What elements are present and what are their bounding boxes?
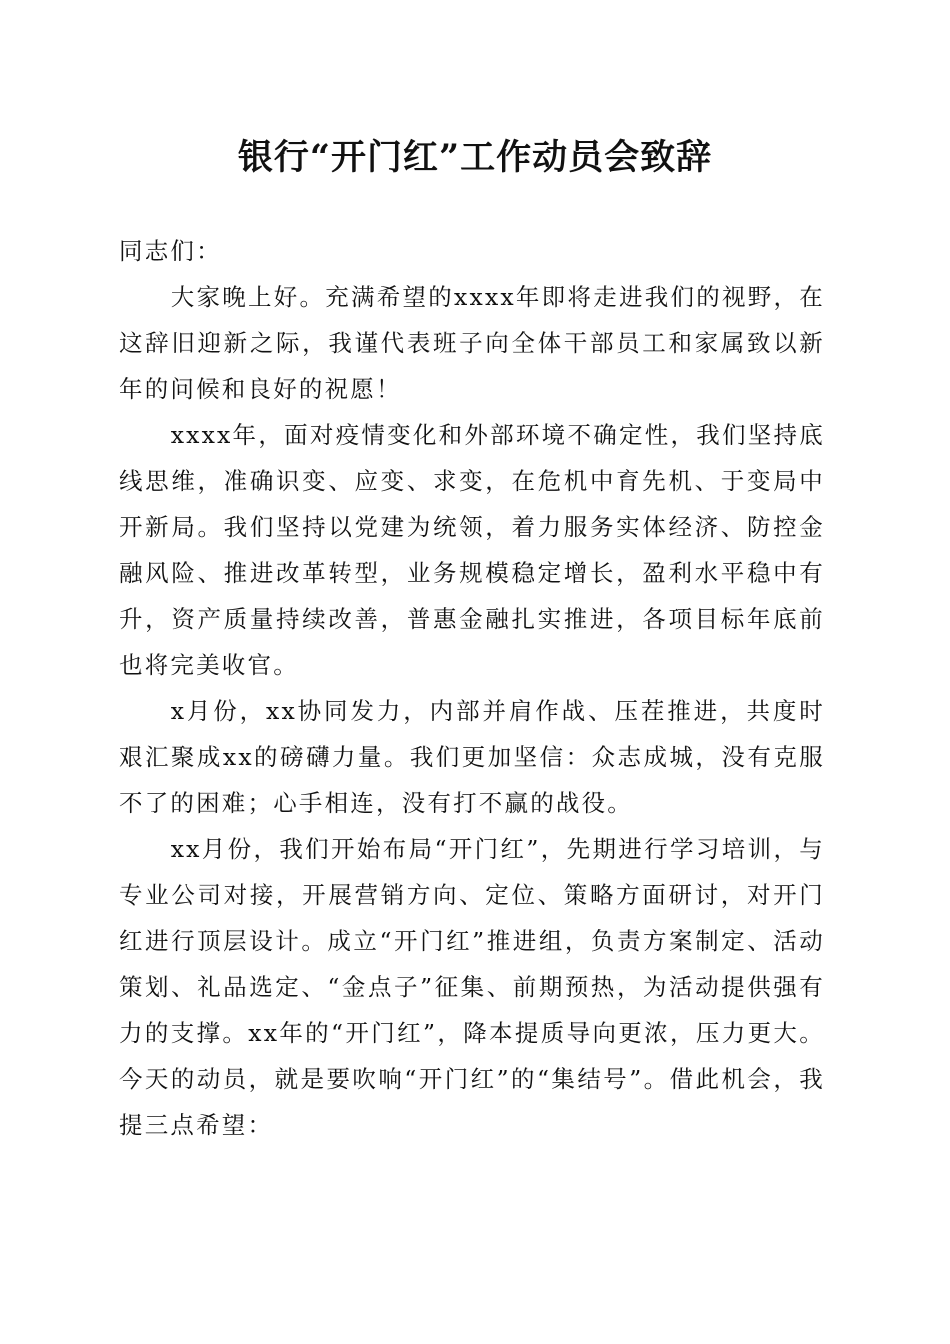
salutation: 同志们： [119,237,222,265]
document-title: 银行“开门红”工作动员会致辞 [237,137,713,178]
paragraph-collaboration: x月份，xx协同发力，内部并肩作战、压茬推进，共度时艰汇聚成xx的磅礴力量。我们更加坚信：众志成城，没有克服不了的困难；心手相连，没有打不赢的战役。 [119,697,825,817]
document-body [119,228,825,1148]
paragraph-kickoff-plan: xx月份，我们开始布局“开门红”，先期进行学习培训，与专业公司对接，开展营销方向、定位、策略方面研讨，对开门红进行顶层设计。成立“开门红”推进组，负责方案制定、活动策划、礼品选定、“金点子”征集、前期预热，为活动提供强有力的支撑。xx年的“开门红”，降本提质导向更浓，压力更大。今天的动员，就是要吹响“开门红”的“集结号”。借此机会，我提三点希望： [119,835,825,1139]
paragraph-greeting: 大家晚上好。充满希望的xxxx年即将走进我们的视野，在这辞旧迎新之际，我谨代表班子向全体干部员工和家属致以新年的问候和良好的祝愿！ [119,283,825,403]
paragraph-annual-review: xxxx年，面对疫情变化和外部环境不确定性，我们坚持底线思维，准确识变、应变、求变，在危机中育先机、于变局中开新局。我们坚持以党建为统领，着力服务实体经济、防控金融风险、推进改革转型，业务规模稳定增长，盈利水平稳中有升，资产质量持续改善，普惠金融扎实推进，各项目标年底前也将完美收官。 [119,421,825,679]
